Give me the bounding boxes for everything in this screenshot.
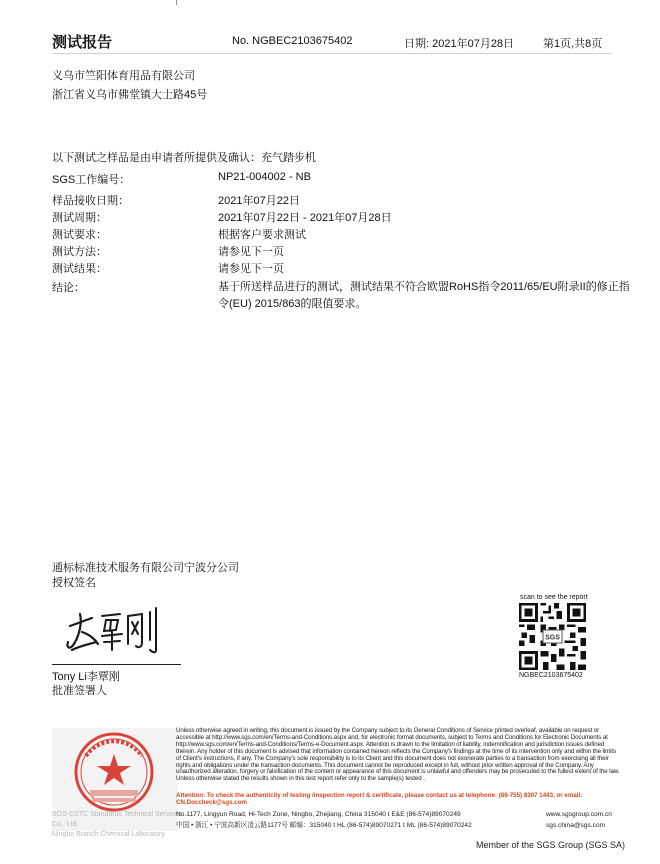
row-value-job-no: NP21-004002 - NB [218,171,311,183]
page-number: 第1页,共8页 [543,38,603,50]
sample-intro: 以下测试之样品是由申请者所提供及确认：充气踏步机 [52,152,316,164]
row-label-job-no: SGS工作编号： [52,174,131,186]
row-value-requirement: 根据客户要求测试 [218,229,306,241]
org-role: 授权签名 [52,577,96,589]
client-name: 义乌市竺阳体育用品有限公司 [52,70,195,82]
org-block [52,561,239,591]
report-date: 日期: 2021年07月28日 [404,38,515,50]
signature-line [52,664,181,665]
row-label-requirement: 测试要求： [52,229,107,241]
footer-member-note: Member of the SGS Group (SGS SA) [476,840,626,850]
footer-address-en: No.1177, Lingyun Road, Hi-Tech Zone, Ningbo, Zhejiang, China 315040 t E&E (86-574)89070249 [176,811,461,818]
org-name: 通标标准技术服务有限公司宁波分公司 [52,562,239,574]
report-number: No. NGBEC2103675402 [232,35,353,47]
row-label-period: 测试周期： [52,212,107,224]
footer-website-link[interactable]: www.sgsgroup.com.cn [546,811,612,818]
footer-address [176,809,472,831]
signer-title: 批准签署人 [52,685,107,697]
conclusion-text: 基于所送样品进行的测试，测试结果不符合欧盟RoHS指令2011/65/EU附录II的修正指令(EU) 2015/863的限值要求。 [218,281,630,310]
client-address: 浙江省义乌市佛堂镇大士路45号 [52,89,208,101]
footer-address-cn: 中国 • 浙江 • 宁波高新区凌云路1177号 邮编：315040 t HL (86-574)89070271 t ML (86-574)89070242 [176,822,472,829]
footer-disclaimer: Unless otherwise agreed in writing, this document is issued by the Company subject to its General Conditions of Service printed overleaf, available on request or accessible at http://www.sgs.com/en/Terms-and-Conditions.aspx and, for electronic format documents, subject to Terms and Conditions for Electronic Documents at http://www.sgs.com/en/Terms-and-Conditions/Terms-e-Document.aspx. Attention is drawn to the limitation of liability, indemnification and jurisdiction issues defined therein. Any holder of this document is advised that information contained hereon reflects the Company's findings at the time of its intervention only and within the limits of Client's instructions, if any. The Company's sole responsibility is to its Client and this document does not exonerate parties to a transaction from exercising all their rights and obligations under the transaction documents. This document cannot be reproduced except in full, without prior written approval of the Company. Any unauthorized alteration, forgery or falsification of the content or appearance of this document is unlawful and offenders may be prosecuted to the fullest extent of the law. Unless otherwise stated the results shown in this test report refer only to the sample(s) tested . [176,727,620,783]
client-block [52,67,207,105]
footer-authenticity-warning: Attention: To check the authenticity of testing /inspection report & certificate, please contact us at telephone: (86-755) 8307 1443, or email: CN.Doccheck@sgs.com [176,792,583,806]
row-label-received: 样品接收日期： [52,195,129,207]
seal-caption-company: SGS-CSTC Standards Technical Services Co., Ltd. [52,811,182,828]
qr-report-id: NGBEC2103675402 [519,672,583,679]
report-title: 测试报告 [52,34,113,51]
conclusion-label: 结论： [52,282,85,294]
svg-text:SGS: SGS [545,634,560,642]
signer-block [52,670,120,698]
row-label-result: 测试结果： [52,263,107,275]
footer-email-link[interactable]: sgs.china@sgs.com [546,822,606,829]
row-value-result: 请参见下一页 [218,263,284,275]
qr-caption: scan to see the report [520,594,588,601]
qr-code[interactable] [519,603,586,670]
handwritten-signature [62,604,162,656]
footer-contact [546,809,612,831]
row-value-received: 2021年07月22日 [218,195,300,207]
seal-caption [52,810,182,840]
page-top-mark [176,0,177,5]
row-value-period: 2021年07月22日 - 2021年07月28日 [218,212,392,224]
signer-name: Tony Li李覃刚 [52,671,120,683]
row-label-method: 测试方法： [52,246,107,258]
header-divider [52,53,612,54]
seal-caption-branch: Ningbo Branch Chemical Laboratory [52,831,165,838]
row-value-method: 请参见下一页 [218,246,284,258]
